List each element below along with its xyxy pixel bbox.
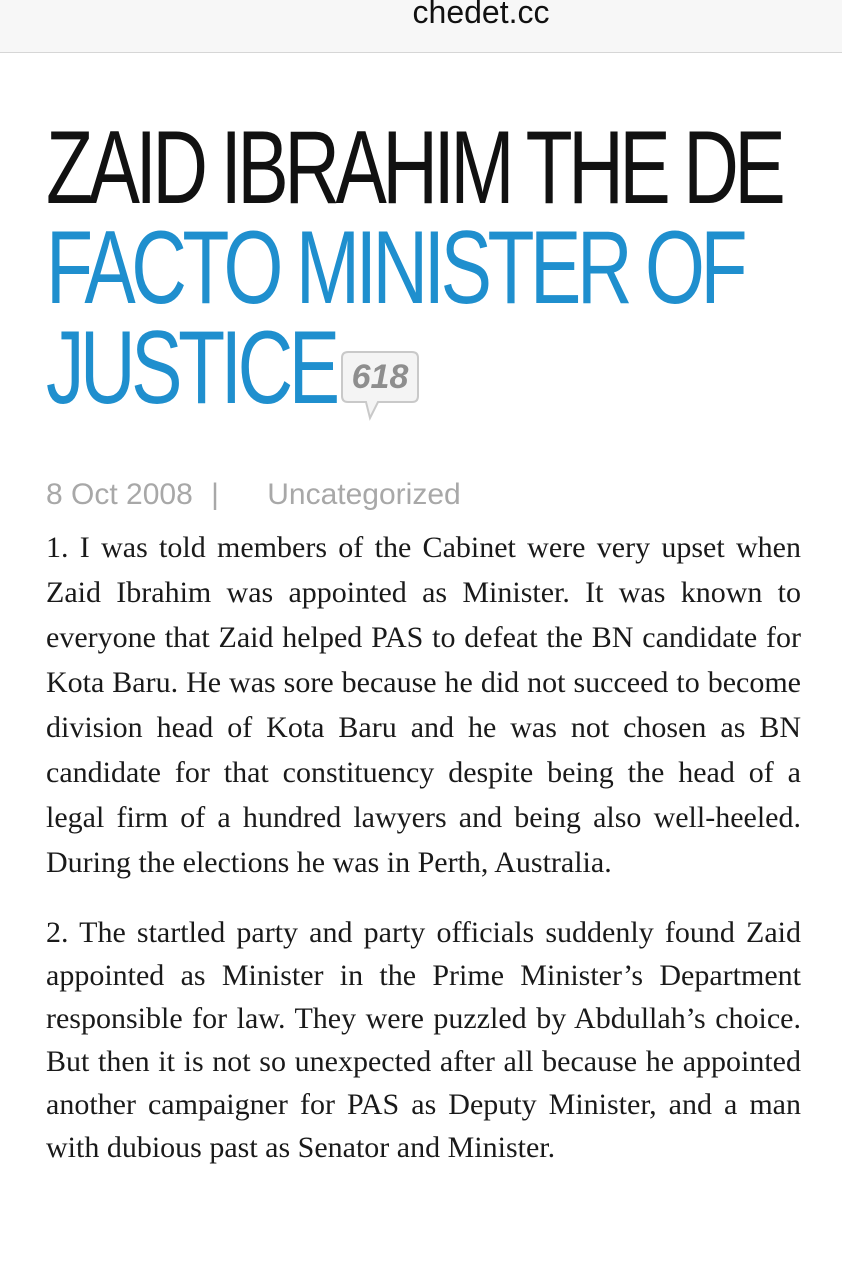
title-line-1[interactable]: ZAID IBRAHIM THE DE [46,110,782,226]
url-text[interactable]: chedet.cc [412,0,550,30]
paragraph-1: 1. I was told members of the Cabinet were very upset when Zaid Ibrahim was appointed as Minister. It was known to everyone that Zaid helped PAS to defeat the BN candidate for Kota Baru. He was sore because he did not succeed to become division head of Kota Baru and he was not chosen as BN candidate for that constituency despite being the head of a legal firm of a hundred lawyers and being also well-heeled. During the elections he was in Perth, Australia. [46,531,801,879]
paragraph-2: 2. The startled party and party officials suddenly found Zaid appointed as Minister in the Prime Minister’s Department responsible for law. They were puzzled by Abdullah’s choice. But then it is not so unexpected after all because he appointed another campaigner for PAS as Deputy Minister, and a man with dubious past as Senator and Minister. [46,916,801,1164]
title-line-3[interactable]: JUSTICE [46,310,336,426]
comment-count-badge[interactable] [340,350,420,408]
comment-count: 618 [351,358,409,396]
post-meta [46,478,461,512]
post-date: 8 Oct 2008 [46,478,193,511]
title-line-2[interactable]: FACTO MINISTER OF [46,210,744,326]
article-body [46,525,801,1195]
post-category-link[interactable]: Uncategorized [267,478,461,511]
article-title[interactable] [46,110,782,426]
meta-separator: | [211,478,219,511]
address-bar[interactable] [0,0,842,53]
